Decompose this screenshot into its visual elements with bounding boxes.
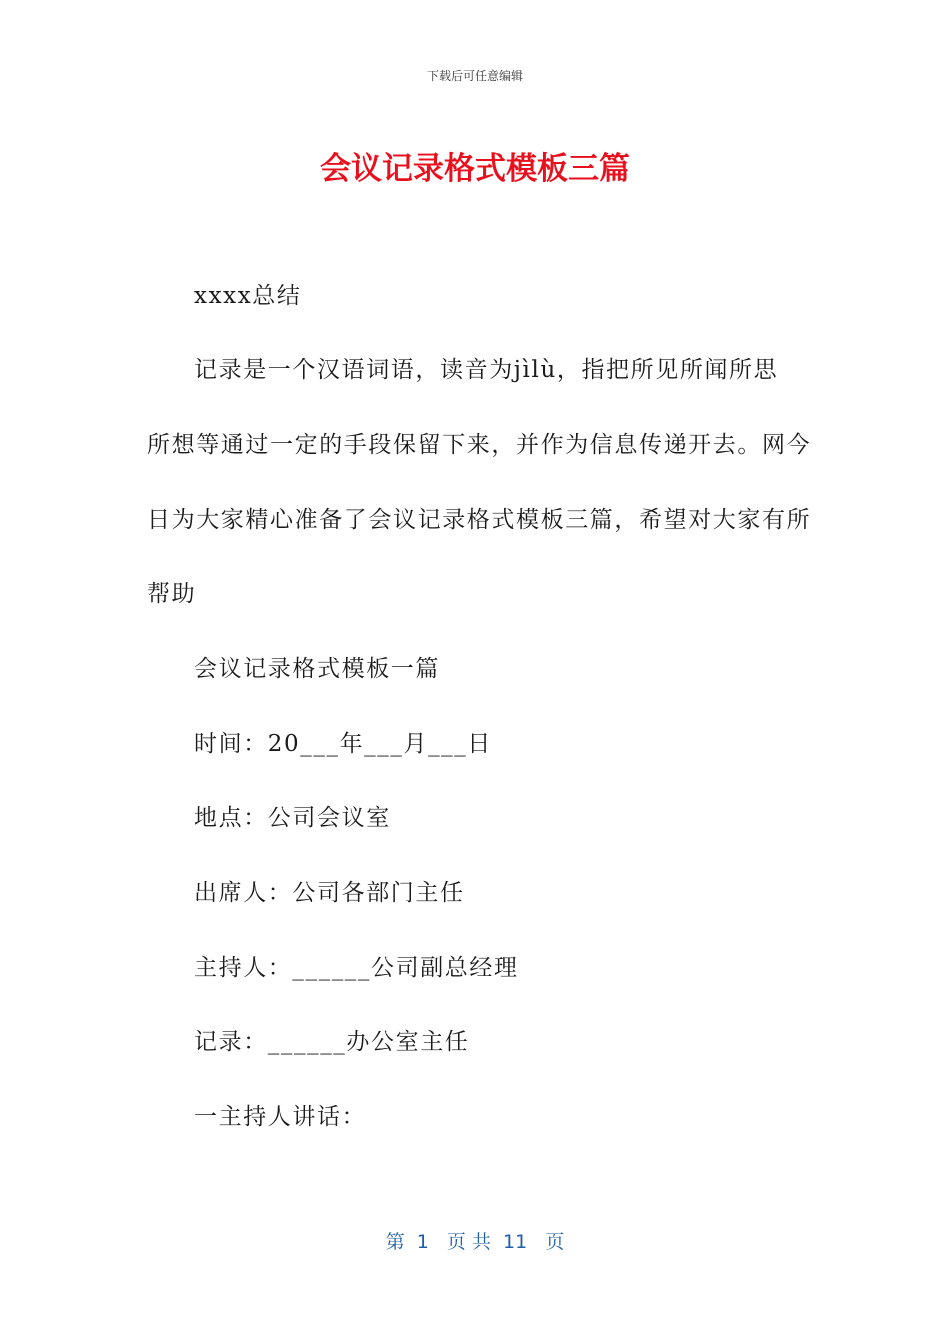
section-heading: 会议记录格式模板一篇 bbox=[194, 656, 440, 682]
paragraph-summary: xxxx总结 bbox=[194, 283, 302, 309]
paragraph-line: 记录是一个汉语词语，读音为jìlù，指把所见所闻所思 bbox=[194, 357, 779, 383]
paragraph-line: 帮助 bbox=[147, 581, 197, 607]
document-title: 会议记录格式模板三篇 bbox=[320, 151, 630, 187]
header-note: 下载后可任意编辑 bbox=[426, 69, 523, 83]
meeting-time: 时间：20___年___月___日 bbox=[194, 731, 492, 757]
meeting-host: 主持人：______公司副总经理 bbox=[194, 955, 519, 981]
paragraph-line: 所想等通过一定的手段保留下来，并作为信息传递开去。网今 bbox=[147, 432, 812, 458]
paragraph-line: 日为大家精心准备了会议记录格式模板三篇，希望对大家有所 bbox=[147, 507, 812, 533]
host-speech-heading: 一主持人讲话： bbox=[194, 1104, 367, 1130]
meeting-recorder: 记录：______办公室主任 bbox=[194, 1029, 470, 1055]
meeting-attendees: 出席人：公司各部门主任 bbox=[194, 880, 465, 906]
page-footer: 第 1 页 共 11 页 bbox=[385, 1231, 565, 1253]
meeting-location: 地点：公司会议室 bbox=[194, 805, 391, 831]
